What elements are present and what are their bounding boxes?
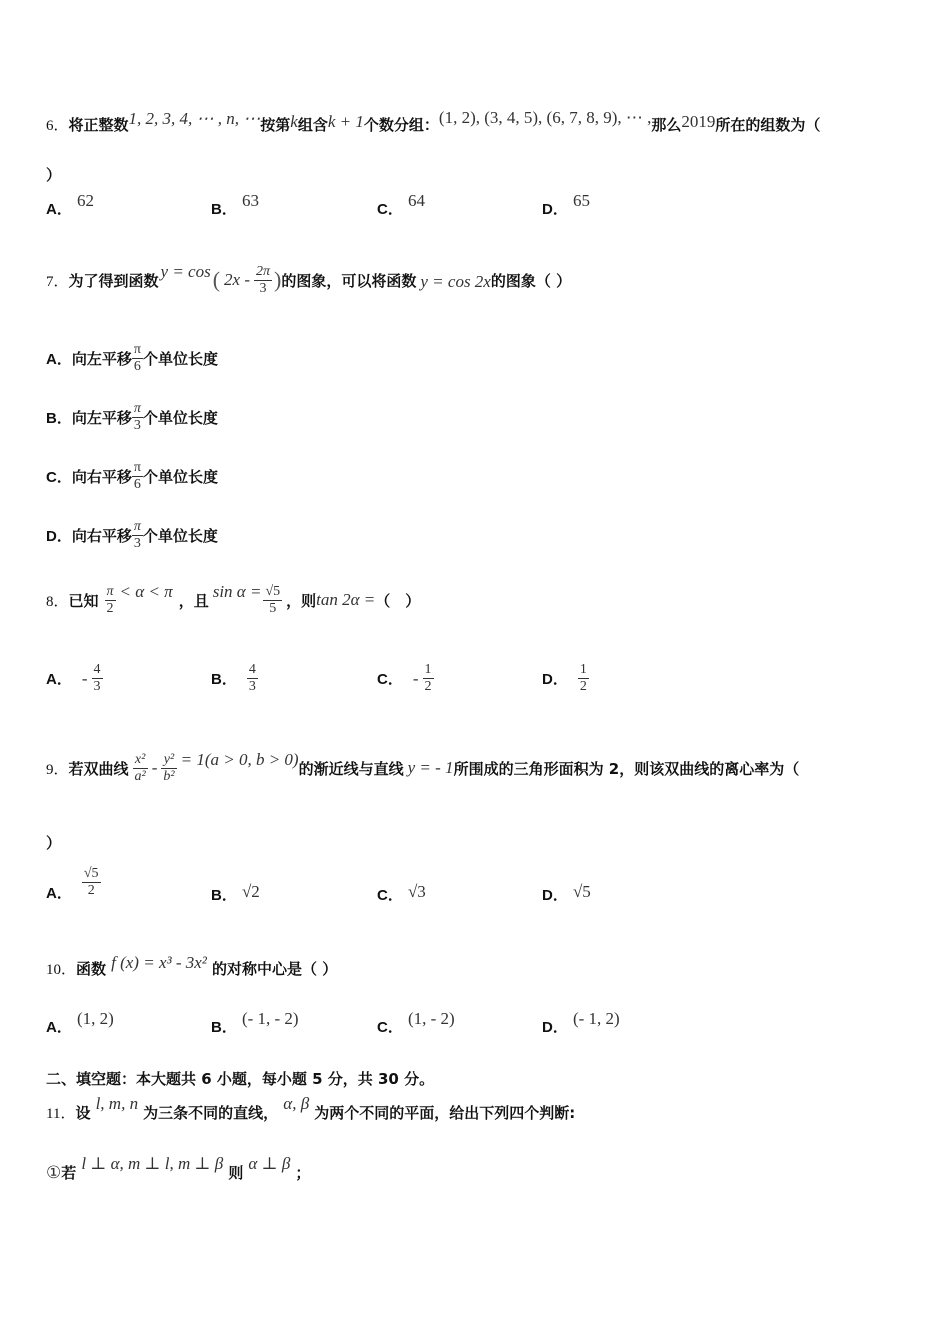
q8-option-c-sign: - [412,668,419,688]
question-11 [46,1094,576,1123]
q7-option-d-label: D． [46,528,72,545]
q9-text-3: 所围成的三角形面积为 2，则该双曲线的离心率为（ [453,759,800,778]
q8-cond1-rest: < α < π [119,582,173,601]
q10-option-c [377,1009,455,1037]
q9-line: y = - 1 [407,758,454,777]
q8-cond2-num: √5 [265,583,281,599]
q7-func1-num: 2π [256,263,271,279]
q11-item-1-result: α ⊥ β [248,1154,291,1173]
q7-option-c [46,460,218,493]
q7-func2: y = cos 2x [420,272,491,291]
q11-item-1-condition: l ⊥ α, m ⊥ l, m ⊥ β [81,1154,224,1173]
q7-option-b-pre: 向左平移 [71,409,132,427]
q6-option-b-value: 63 [241,191,259,210]
q6-option-d-value: 65 [572,191,590,210]
q9-option-b [211,884,260,905]
q9-option-a-fraction [82,866,101,899]
q7-option-b-num: π [133,401,141,416]
q6-option-c-label: C． [377,201,403,218]
q11-lines: l, m, n [95,1094,139,1113]
q7-option-c-label: C． [46,469,72,486]
q9-x-fraction [133,752,148,785]
q7-option-a-pre: 向左平移 [71,350,132,368]
q6-text-4: 个数分组： [363,116,439,134]
q7-option-a [46,342,218,375]
q8-text-1: 已知 [68,591,99,610]
q6-k: k [290,112,298,131]
q7-option-d-den: 3 [133,536,141,551]
q8-number: 8． [46,593,69,610]
q10-text-2: 的对称中心是（ ） [211,960,338,978]
q6-option-c-value: 64 [407,191,425,210]
q7-option-a-post: 个单位长度 [142,350,218,368]
q8-text-3: ，则 [286,591,317,610]
question-10 [46,953,338,979]
q6-option-a [46,191,94,219]
q6-text-2: 按第 [260,116,291,134]
q9-option-d-label: D． [542,887,568,904]
q7-option-c-num: π [133,460,141,475]
q6-option-d-label: D． [542,201,568,218]
q9-x-num: x² [133,752,148,769]
q10-option-a-label: A． [46,1019,72,1036]
q10-option-c-label: C． [377,1019,403,1036]
q7-option-d-num: π [133,519,141,534]
q10-function: f (x) = x³ - 3x² [111,953,207,972]
q8-option-b-label: B． [211,671,237,688]
q9-text-1: 若双曲线 [68,759,129,778]
q7-option-d-post: 个单位长度 [142,527,218,545]
q9-y-fraction [161,752,176,785]
q11-item-1-mid: 则 [228,1164,244,1182]
q7-option-a-num: π [133,342,141,357]
q11-text-1: 设 [75,1104,91,1122]
q10-option-b-value: (- 1, - 2) [241,1009,299,1028]
q6-close-paren: ） [46,166,62,184]
q8-option-d-num: 1 [579,662,587,677]
q10-number: 10． [46,962,77,978]
q7-option-b-den: 3 [133,418,141,433]
q8-cond2-fraction [263,584,282,617]
q7-option-c-post: 个单位长度 [142,468,218,486]
q8-option-c-fraction [423,662,434,695]
q9-option-a-den: 2 [87,883,95,898]
q10-text-1: 函数 [76,960,107,978]
q9-option-a [46,866,101,902]
q8-option-a-sign: - [81,668,88,688]
q6-text-3: 组含 [297,116,328,134]
q9-y-den: b² [163,768,175,784]
q9-number: 9． [46,761,69,778]
q9-option-d-value: √5 [572,882,591,901]
q11-number: 11． [46,1106,76,1122]
q8-cond3: tan 2α = [316,590,376,609]
q7-option-a-fraction [132,342,143,375]
question-6 [46,108,821,135]
question-9 [46,746,799,790]
q9-close-paren: ） [46,834,62,852]
q6-text-6: 所在的组数为（ [715,116,821,134]
q7-func1-prefix: y = cos [160,262,211,281]
q7-option-c-fraction [132,460,143,493]
q9-minus: - [151,758,158,777]
q7-option-d [46,519,218,552]
q8-option-c-label: C． [377,671,403,688]
q7-text-3: 的图象（ ） [490,271,572,290]
q6-k-plus-1: k + 1 [327,112,364,131]
q7-option-d-pre: 向右平移 [71,527,132,545]
q8-cond2: sin α = [212,582,262,601]
q7-option-c-den: 6 [133,477,141,492]
q7-option-d-fraction [132,519,143,552]
q8-option-b-fraction [247,662,258,695]
q6-year: 2019 [681,112,716,131]
section-2-heading: 二、填空题：本大题共 6 小题，每小题 5 分，共 30 分。 [46,1070,435,1088]
q6-option-a-label: A． [46,201,72,218]
q9-text-2: 的渐近线与直线 [298,759,404,778]
q11-text-3: 为两个不同的平面，给出下列四个判断: [314,1104,576,1122]
q10-option-d-value: (- 1, 2) [572,1009,620,1028]
q9-option-a-label: A． [46,885,72,902]
q6-option-c [377,191,425,219]
q8-cond1-num: π [106,583,114,599]
q7-func1-den: 3 [259,280,267,296]
q10-option-d [542,1009,620,1037]
q6-number: 6． [46,118,69,134]
q6-option-d [542,191,590,219]
q7-option-a-den: 6 [133,359,141,374]
q8-option-d-den: 2 [579,679,587,694]
q7-option-b-fraction [132,401,143,434]
q11-planes: α, β [283,1094,310,1113]
q8-option-a [46,662,103,695]
q10-option-b-label: B． [211,1019,237,1036]
q8-text-4: （ ） [375,591,421,610]
q11-item-1 [46,1154,311,1183]
q8-cond1-den: 2 [106,600,114,616]
q8-option-b [211,662,258,695]
q8-option-a-num: 4 [93,662,101,677]
q8-option-d [542,662,589,695]
q8-option-c-num: 1 [424,662,432,677]
q9-y-num: y² [161,752,176,769]
q10-option-b [211,1009,299,1037]
q7-option-b [46,401,218,434]
q7-option-a-label: A． [46,351,72,368]
q8-option-c-den: 2 [424,679,432,694]
q7-option-b-post: 个单位长度 [142,409,218,427]
q9-equation-rest: = 1(a > 0, b > 0) [180,750,299,769]
q8-option-c [377,662,434,695]
q8-option-a-fraction [92,662,103,695]
q6-sequence: 1, 2, 3, 4, ⋯ , n, ⋯ [128,109,261,128]
q10-option-c-value: (1, - 2) [407,1009,455,1028]
q10-option-d-label: D． [542,1019,568,1036]
q6-option-b [211,191,259,219]
q8-cond1-fraction [105,584,116,617]
q9-option-b-label: B． [211,887,237,904]
q11-item-1-mark: ① [46,1163,62,1182]
q8-option-d-fraction [578,662,589,695]
q10-option-a-value: (1, 2) [76,1009,114,1028]
q6-text-1: 将正整数 [68,116,129,134]
q7-func1-fraction [254,264,272,297]
q7-option-b-label: B． [46,410,72,427]
q9-option-b-value: √2 [241,882,260,901]
q6-option-a-value: 62 [76,191,94,210]
q8-text-2: ，且 [178,591,209,610]
q7-func1-lparen: ( [212,267,221,292]
q9-option-a-num: √5 [83,866,99,881]
q8-option-d-label: D． [542,671,568,688]
q7-func1-rparen: ) [274,267,282,292]
question-7 [46,258,571,302]
q9-option-c [377,884,426,905]
q7-text-2: 的图象，可以将函数 [281,271,417,290]
q7-func1-arg: 2x - [224,270,251,289]
q7-option-c-pre: 向右平移 [71,468,132,486]
q10-option-a [46,1009,114,1037]
q9-x-den: a² [134,768,146,784]
q9-option-c-label: C． [377,887,403,904]
q9-option-c-value: √3 [407,882,426,901]
q11-item-1-end: ； [295,1164,311,1182]
question-8 [46,578,420,622]
q9-option-d [542,884,591,905]
q8-option-a-label: A． [46,671,72,688]
q8-option-a-den: 3 [93,679,101,694]
q6-option-b-label: B． [211,201,237,218]
q8-cond2-den: 5 [269,600,277,616]
q7-text-1: 为了得到函数 [68,271,159,290]
q6-groups: (1, 2), (3, 4, 5), (6, 7, 8, 9), ⋯ , [438,108,652,127]
q11-item-1-pre: 若 [61,1164,77,1182]
q8-option-b-num: 4 [248,662,256,677]
q7-number: 7． [46,273,69,290]
q6-text-5: 那么 [651,116,682,134]
q8-option-b-den: 3 [248,679,256,694]
q11-text-2: 为三条不同的直线， [143,1104,279,1122]
